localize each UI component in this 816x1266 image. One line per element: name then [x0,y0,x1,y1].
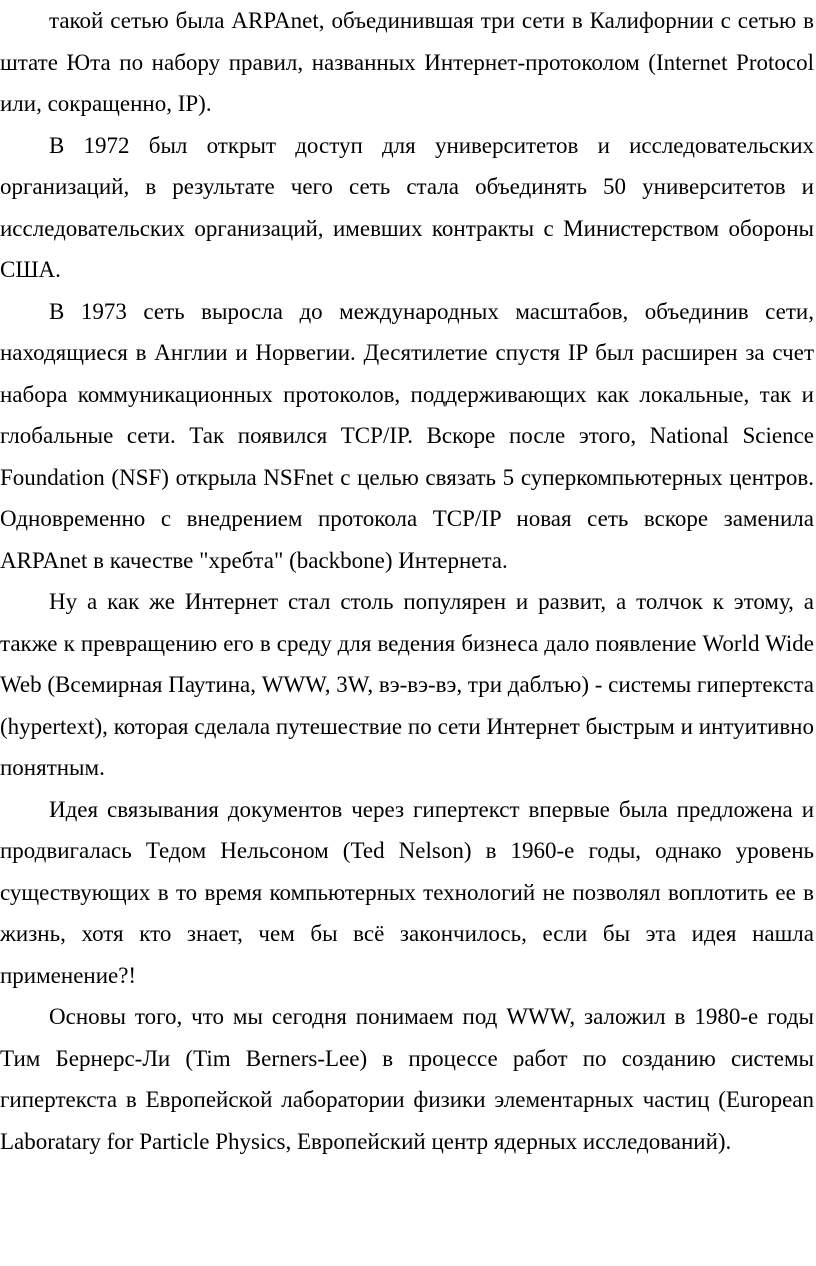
paragraph-2: В 1972 был открыт доступ для университетов и исследовательских организаций, в результате чего сеть стала объединять 50 университетов и исследовательских организаций, имевших контракты с Министерством обороны США. [0,132,814,282]
paragraph-6: Основы того, что мы сегодня понимаем под WWW, заложил в 1980-е годы Тим Бернерс-Ли (Tim Berners-Lee) в процессе работ по созданию системы гипертекста в Европейской лаборатории физики элементарных частиц (European Laboratary for Particle Physics, Европейский центр ядерных исследований). [0,1004,814,1154]
paragraph-5: Идея связывания документов через гипертекст впервые была предложена и продвигалась Тедом Нельсоном (Ted Nelson) в 1960-е годы, однако уровень существующих в то время компьютерных технологий не позволял воплотить ее в жизнь, хотя кто знает, чем бы всё закончилось, если бы эта идея нашла применение?! [0,796,814,988]
paragraph-4: Ну а как же Интернет стал столь популярен и развит, а толчок к этому, а также к превращению его в среду для ведения бизнеса дало появление World Wide Web (Всемирная Паутина, WWW, 3W, вэ-вэ-вэ, три даблъю) - системы гипертекста (hypertext), которая сделала путешествие по сети Интернет быстрым и интуитивно понятным. [0,589,814,780]
paragraph-3: В 1973 сеть выросла до международных масштабов, объединив сети, находящиеся в Англии и Норвегии. Десятилетие спустя IP был расширен за счет набора коммуникационных протоколов, поддерживающих как локальные, так и глобальные сети. Так появился TCP/IP. Вскоре после этого, National Science Foundation (NSF) открыла NSFnet с целью связать 5 суперкомпьютерных центров. Одновременно с внедрением протокола TCP/IP новая сеть вскоре заменила ARPAnet в качестве "хребта" (backbone) Интернета. [0,298,814,573]
paragraph-1: такой сетью была ARPAnet, объединившая три сети в Калифорнии с сетью в штате Юта по набору правил, названных Интернет-протоколом (Internet Protocol или, сокращенно, IP). [0,8,814,116]
